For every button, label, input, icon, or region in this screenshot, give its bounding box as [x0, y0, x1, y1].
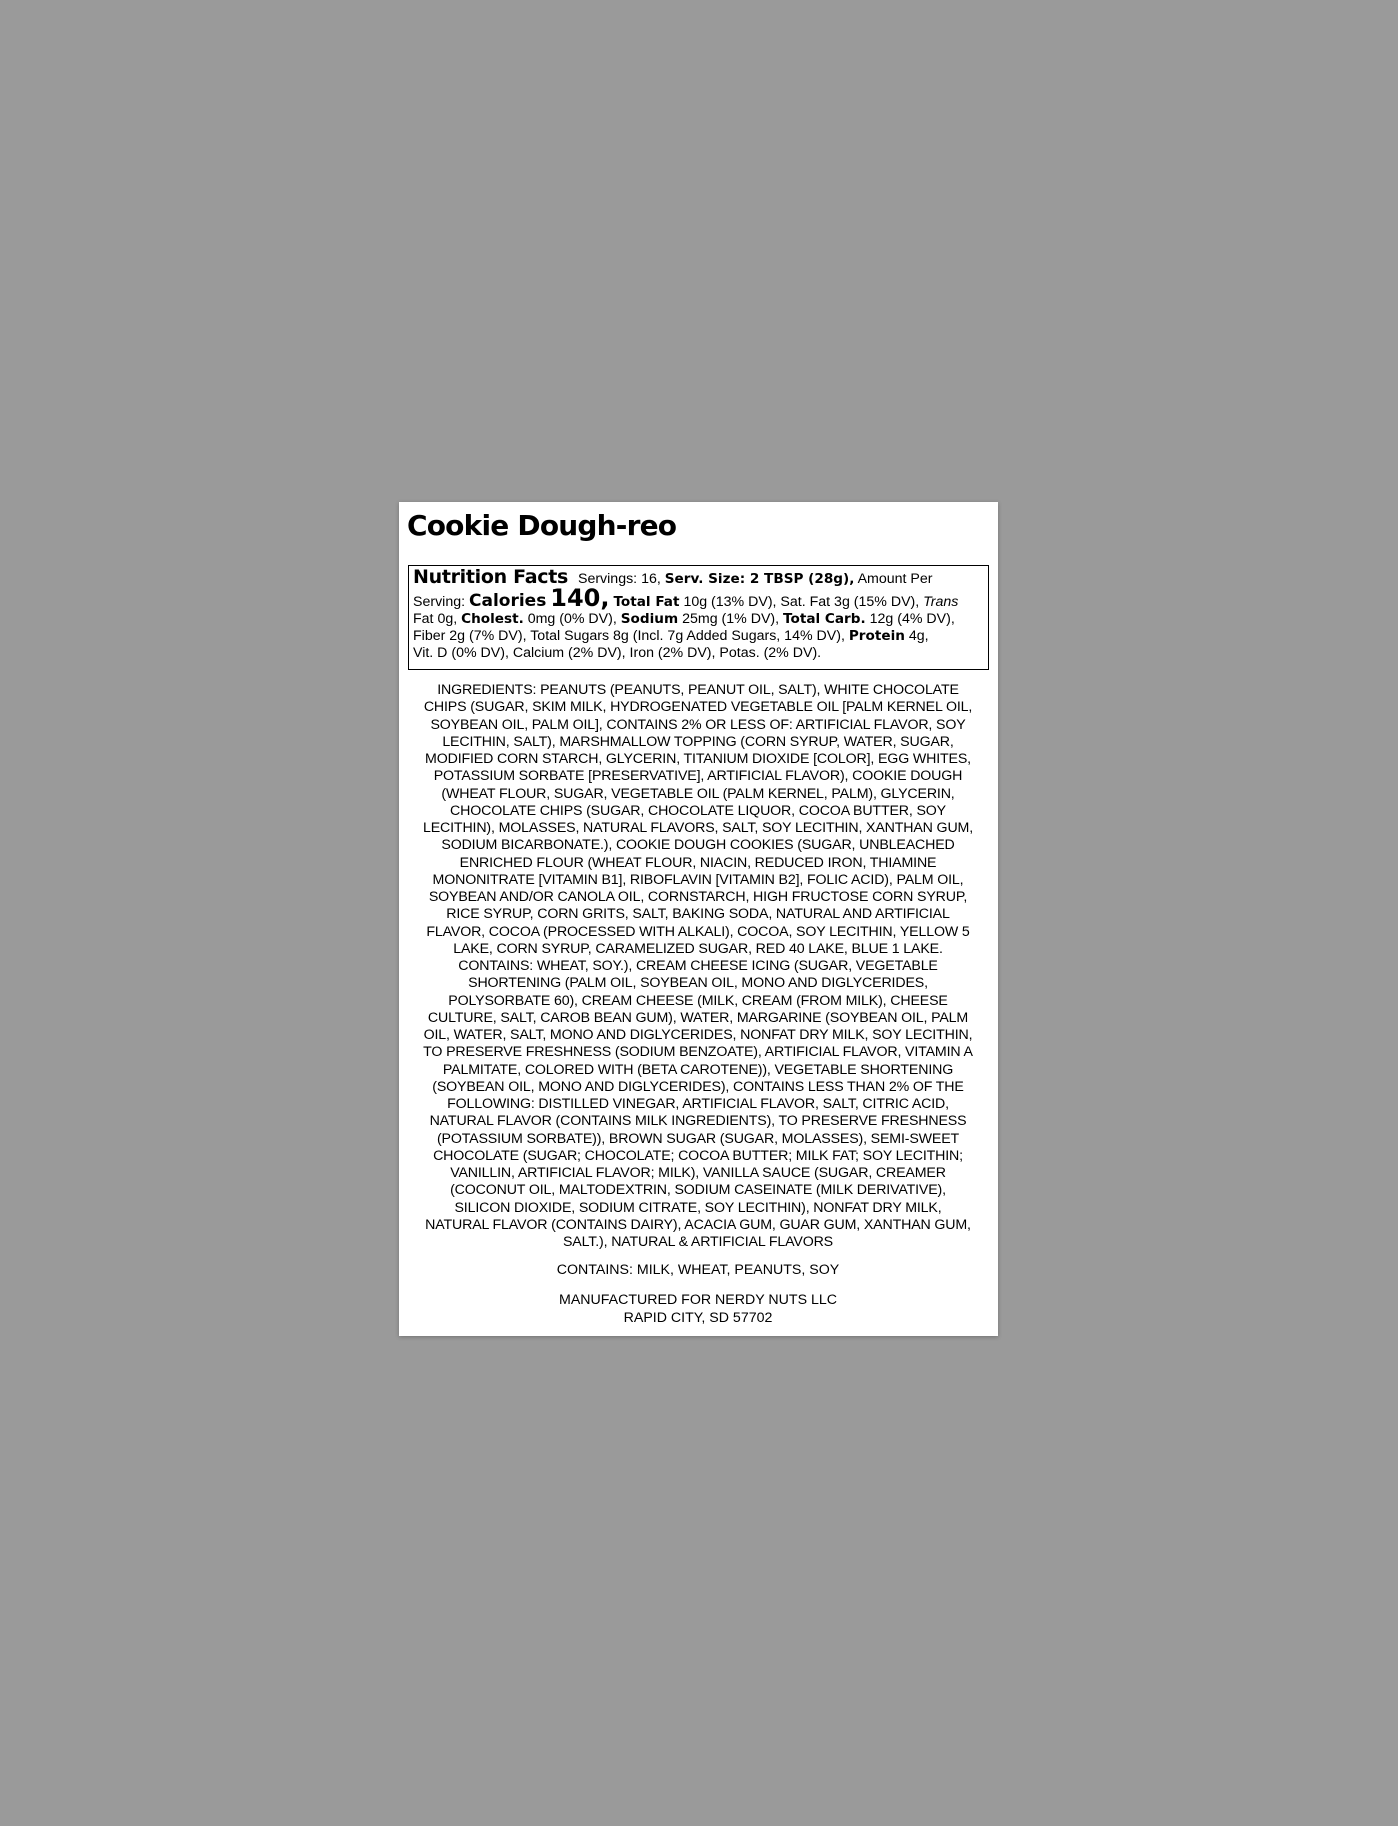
nutrition-line-3: [413, 611, 984, 628]
nutrition-facts-panel: [408, 565, 989, 670]
protein-label: Protein: [848, 628, 905, 644]
product-title: Cookie Dough-reo: [407, 509, 677, 542]
nutrition-line-4: [413, 628, 984, 645]
nutrition-line-2: [413, 584, 984, 612]
ingredients-line: (WHEAT FLOUR, SUGAR, VEGETABLE OIL (PALM KERNEL, PALM), GLYCERIN,: [441, 785, 955, 802]
nutrition-line-5: [413, 645, 984, 662]
ingredients-line: NATURAL FLAVOR (CONTAINS DAIRY), ACACIA GUM, GUAR GUM, XANTHAN GUM,: [425, 1216, 971, 1233]
serving-size-text: Serv. Size: 2 TBSP (28g),: [664, 571, 855, 587]
cholesterol-value: 0mg (0% DV),: [527, 611, 617, 627]
ingredients-line: NATURAL FLAVOR (CONTAINS MILK INGREDIENTS), TO PRESERVE FRESHNESS: [429, 1113, 967, 1130]
ingredients-line: FOLLOWING: DISTILLED VINEGAR, ARTIFICIAL FLAVOR, SALT, CITRIC ACID,: [447, 1096, 949, 1112]
trans-value: Fat 0g,: [413, 611, 458, 627]
ingredients-line: CONTAINS: WHEAT, SOY.), CREAM CHEESE ICING (SUGAR, VEGETABLE: [458, 958, 938, 974]
ingredients-line: LECITHIN, SALT), MARSHMALLOW TOPPING (CORN SYRUP, WATER, SUGAR,: [442, 733, 954, 750]
total-fat-label: Total Fat: [613, 594, 680, 610]
sodium-label: Sodium: [620, 611, 679, 627]
sodium-value: 25mg (1% DV),: [682, 611, 780, 627]
allergen-statement: CONTAINS: MILK, WHEAT, PEANUTS, SOY: [556, 1262, 840, 1278]
total-fat-value: 10g (13% DV), Sat. Fat 3g (15% DV),: [683, 594, 920, 610]
ingredients-line: CULTURE, SALT, CAROB BEAN GUM), WATER, MARGARINE (SOYBEAN OIL, PALM: [427, 1009, 969, 1026]
ingredients-line: (SOYBEAN OIL, MONO AND DIGLYCERIDES), CONTAINS LESS THAN 2% OF THE: [432, 1078, 964, 1095]
trans-label: Trans: [923, 594, 959, 610]
ingredients-line: SILICON DIOXIDE, SODIUM CITRATE, SOY LECITHIN), NONFAT DRY MILK,: [454, 1199, 942, 1216]
serving-text: Serving:: [413, 594, 466, 610]
calories-label: Calories: [469, 591, 547, 611]
ingredients-line: POTASSIUM SORBATE [PRESERVATIVE], ARTIFICIAL FLAVOR), COOKIE DOUGH: [433, 768, 963, 785]
ingredients-line: SALT.), NATURAL & ARTIFICIAL FLAVORS: [562, 1234, 833, 1250]
ingredients-line: ENRICHED FLOUR (WHEAT FLOUR, NIACIN, REDUCED IRON, THIAMINE: [459, 854, 937, 871]
ingredients-line: SOYBEAN OIL, PALM OIL], CONTAINS 2% OR LESS OF: ARTIFICIAL FLAVOR, SOY: [430, 716, 966, 733]
ingredients-line: SOYBEAN AND/OR CANOLA OIL, CORNSTARCH, HIGH FRUCTOSE CORN SYRUP,: [428, 889, 968, 905]
ingredients-line: PALMITATE, COLORED WITH (BETA CAROTENE)), VEGETABLE SHORTENING: [442, 1061, 954, 1078]
ingredients-line: LECITHIN), MOLASSES, NATURAL FLAVORS, SALT, SOY LECITHIN, XANTHAN GUM,: [422, 820, 973, 836]
ingredients-line: CHOCOLATE (SUGAR; CHOCOLATE; COCOA BUTTER; MILK FAT; SOY LECITHIN;: [433, 1147, 963, 1164]
vitamins-text: Vit. D (0% DV), Calcium (2% DV), Iron (2% DV), Potas. (2% DV).: [413, 645, 822, 661]
protein-value: 4g,: [908, 628, 929, 644]
ingredients-line: TO PRESERVE FRESHNESS (SODIUM BENZOATE), ARTIFICIAL FLAVOR, VITAMIN A: [423, 1044, 973, 1061]
ingredients-line: MONONITRATE [VITAMIN B1], RIBOFLAVIN [VITAMIN B2], FOLIC ACID), PALM OIL,: [432, 871, 964, 888]
total-carb-value: 12g (4% DV),: [869, 611, 955, 627]
manufacturer-address: RAPID CITY, SD 57702: [623, 1309, 773, 1326]
ingredients-line: LAKE, CORN SYRUP, CARAMELIZED SUGAR, RED 40 LAKE, BLUE 1 LAKE.: [453, 940, 943, 957]
ingredients-line: (COCONUT OIL, MALTODEXTRIN, SODIUM CASEINATE (MILK DERIVATIVE),: [450, 1182, 946, 1199]
servings-text: Servings: 16,: [577, 571, 661, 587]
ingredients-list: [407, 682, 989, 1251]
manufacturer-name: MANUFACTURED FOR NERDY NUTS LLC: [559, 1292, 837, 1308]
ingredients-line: RICE SYRUP, CORN GRITS, SALT, BAKING SODA, NATURAL AND ARTIFICIAL: [446, 906, 950, 923]
calories-value: 140,: [550, 584, 610, 612]
ingredients-line: (POTASSIUM SORBATE)), BROWN SUGAR (SUGAR, MOLASSES), SEMI-SWEET: [436, 1130, 960, 1147]
ingredients-line: CHOCOLATE CHIPS (SUGAR, CHOCOLATE LIQUOR, COCOA BUTTER, SOY: [450, 802, 946, 819]
ingredients-line: SODIUM BICARBONATE.), COOKIE DOUGH COOKIES (SUGAR, UNBLEACHED: [441, 837, 955, 854]
ingredients-line: SHORTENING (PALM OIL, SOYBEAN OIL, MONO AND DIGLYCERIDES,: [468, 975, 928, 992]
amount-per-text: Amount Per: [857, 571, 933, 587]
nutrition-line-1: [413, 566, 984, 588]
ingredients-line: OIL, WATER, SALT, MONO AND DIGLYCERIDES, NONFAT DRY MILK, SOY LECITHIN,: [423, 1027, 973, 1043]
ingredients-line: CHIPS (SUGAR, SKIM MILK, HYDROGENATED VEGETABLE OIL [PALM KERNEL OIL,: [423, 699, 973, 716]
manufacturer-info: [407, 1292, 989, 1327]
cholesterol-label: Cholest.: [461, 611, 524, 627]
nutrition-facts-heading: Nutrition Facts: [413, 566, 569, 588]
total-carb-label: Total Carb.: [783, 611, 866, 627]
ingredients-line: POLYSORBATE 60), CREAM CHEESE (MILK, CREAM (FROM MILK), CHEESE: [448, 992, 948, 1009]
ingredients-line: VANILLIN, ARTIFICIAL FLAVOR; MILK), VANILLA SAUCE (SUGAR, CREAMER: [450, 1165, 946, 1181]
ingredients-line: INGREDIENTS: PEANUTS (PEANUTS, PEANUT OIL, SALT), WHITE CHOCOLATE: [437, 682, 959, 698]
ingredients-line: FLAVOR, COCOA (PROCESSED WITH ALKALI), COCOA, SOY LECITHIN, YELLOW 5: [426, 923, 970, 940]
product-label-card: [399, 502, 998, 1336]
ingredients-line: MODIFIED CORN STARCH, GLYCERIN, TITANIUM DIOXIDE [COLOR], EGG WHITES,: [425, 751, 971, 767]
fiber-sugars-text: Fiber 2g (7% DV), Total Sugars 8g (Incl. 7g Added Sugars, 14% DV),: [413, 628, 845, 644]
